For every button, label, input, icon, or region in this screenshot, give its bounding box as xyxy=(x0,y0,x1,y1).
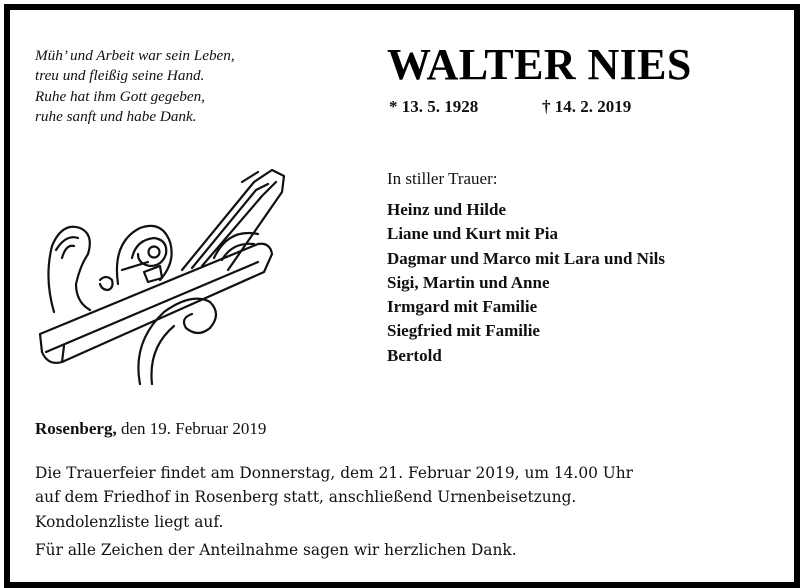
date: den 19. Februar 2019 xyxy=(120,419,267,438)
place-date xyxy=(35,418,266,440)
life-dates xyxy=(389,96,632,118)
mourner-name: Siegfried mit Familie xyxy=(387,321,540,341)
poem xyxy=(35,46,335,127)
mourner-name: Dagmar und Marco mit Lara und Nils xyxy=(387,248,666,268)
mourner-name: Irmgard mit Familie xyxy=(387,297,538,317)
poem-line: ruhe sanft und habe Dank. xyxy=(35,107,197,125)
birth-date: * 13. 5. 1928 xyxy=(389,97,479,116)
ceremony-line: auf dem Friedhof in Rosenberg statt, anschließend Urnenbeisetzung. xyxy=(35,488,577,507)
mourner-name: Heinz und Hilde xyxy=(387,200,507,219)
mourner-name: Sigi, Martin und Anne xyxy=(387,272,550,292)
poem-line: Ruhe hat ihm Gott gegeben, xyxy=(35,87,205,105)
poem-line: treu und fleißig seine Hand. xyxy=(35,67,205,85)
obituary-frame xyxy=(4,4,800,588)
ceremony-notice xyxy=(35,461,765,534)
thanks-note: Für alle Zeichen der Anteilnahme sagen wir herzlichen Dank. xyxy=(35,541,517,559)
mourner-name: Liane und Kurt mit Pia xyxy=(387,224,558,244)
place: Rosenberg, xyxy=(35,419,117,438)
wood-plane-icon xyxy=(32,162,322,392)
deceased-name: WALTER NIES xyxy=(387,40,692,89)
mourners-list xyxy=(387,198,665,368)
mourner-name: Bertold xyxy=(387,345,442,365)
ceremony-line: Die Trauerfeier findet am Donnerstag, dem 21. Februar 2019, um 14.00 Uhr xyxy=(35,464,634,482)
death-date: † 14. 2. 2019 xyxy=(542,97,632,116)
ceremony-line: Kondolenzliste liegt auf. xyxy=(35,512,224,531)
mourners-label: In stiller Trauer: xyxy=(387,169,498,188)
poem-line: Müh’ und Arbeit war sein Leben, xyxy=(35,47,235,64)
